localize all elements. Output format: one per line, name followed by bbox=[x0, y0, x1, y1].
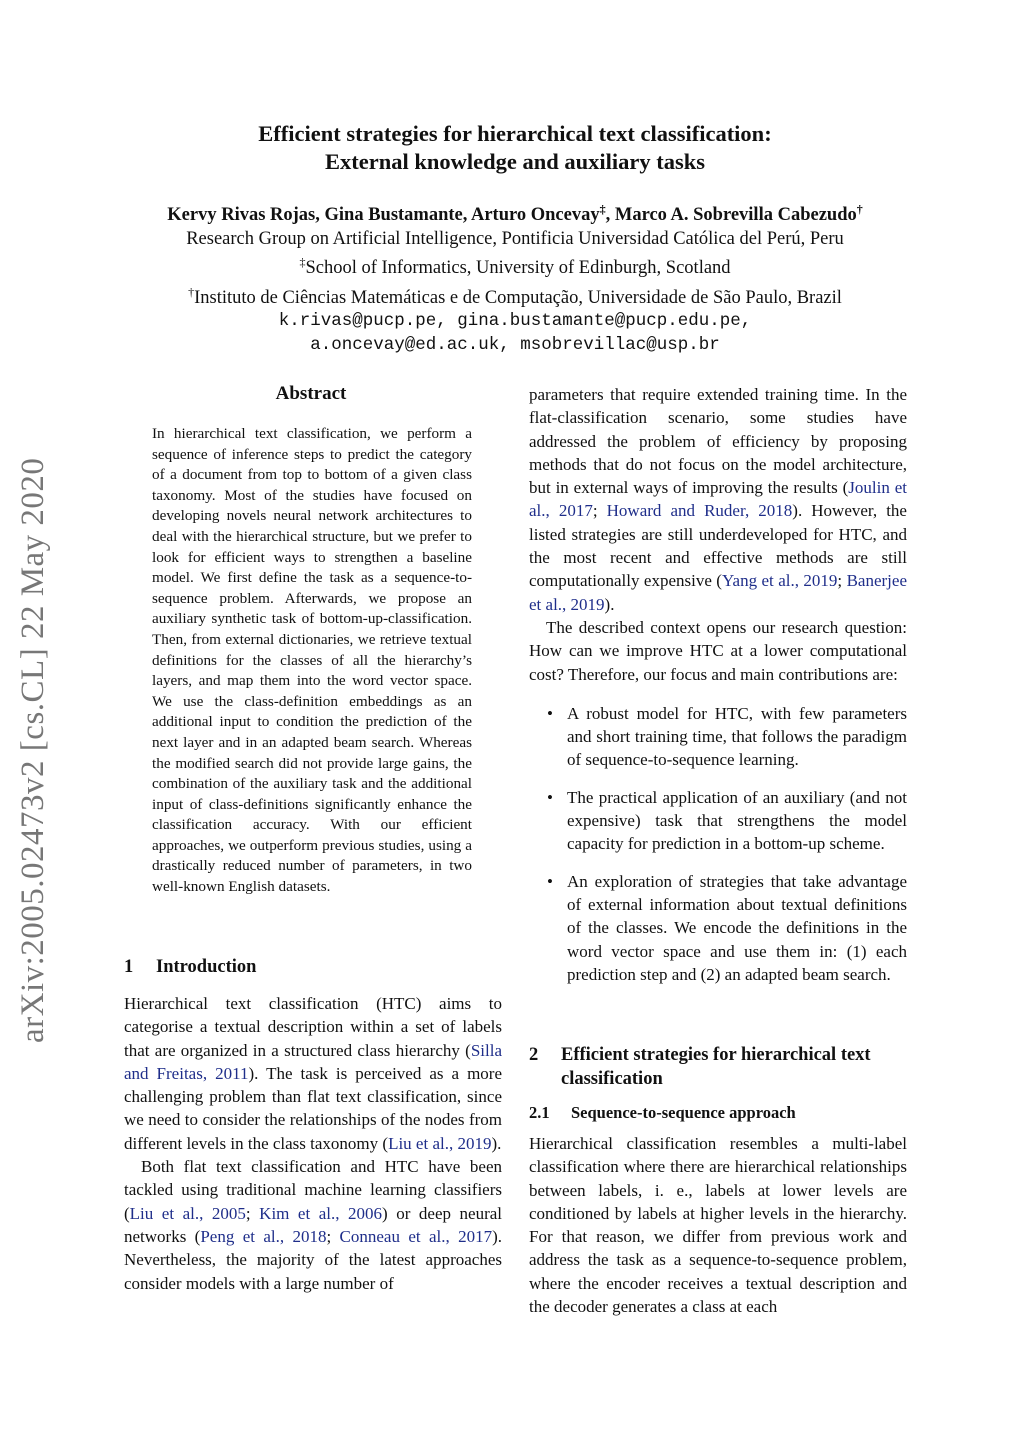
section-2-1-paragraph: Hierarchical classification resembles a multi-label classification where there are hierarchical relationships between labels, i. e., labels at lower levels are conditioned by labels at higher levels in the hierarchy. For that reason, we differ from previous work and address the task as a sequence-to-sequence problem, where the encoder receives a textual description and the decoder generates a class at each bbox=[529, 1134, 907, 1317]
subsection-2-1-title: Sequence-to-sequence approach bbox=[571, 1103, 796, 1122]
dagger-mark: † bbox=[856, 202, 863, 216]
intro-p2-text-b: ) or deep neural networks ( bbox=[124, 1203, 503, 1246]
citation-link[interactable]: Peng et al., 2018 bbox=[200, 1226, 327, 1246]
abstract-text: In hierarchical text classification, we perform a sequence of inference steps to predict the category of a document from top to bottom of a given class taxonomy. Most of the studies have focused on developing novels neural network architectures to deal with the hierarchical structure, but we prefer to look for efficient ways to strengthen a baseline model. We first define the task as a sequence-to-sequence problem. Afterwards, we propose an auxiliary synthetic task of bottom-up-classification. Then, from external dictionaries, we retrieve textual definitions for the classes of all the hierarchy’s layers, and map them into the word vector space. We use the class-definition embeddings as an additional input to condition the prediction of the next layer and in an adapted beam search. Whereas the modified search did not provide large gains, the combination of the auxiliary task and the additional input of class-definitions significantly enhance the classification accuracy. With our efficient approaches, we outperform previous studies, using a drastically reduced number of parameters, in two well-known English datasets. bbox=[152, 425, 472, 896]
intro-p1-text-a: Hierarchical text classification (HTC) aims to categorise a textual description within a set of labels that are organized in a structured class hierarchy ( bbox=[124, 994, 502, 1060]
ddagger-mark: ‡ bbox=[599, 202, 606, 216]
intro-p1-text-c: ). bbox=[491, 1133, 502, 1153]
right-p1-text-a: parameters that require extended training time. In the flat-classification scenario, some studies have addressed the problem of efficiency by proposing methods that do not focus on the model architecture, but in external ways of improving the results ( bbox=[529, 385, 907, 498]
author-block bbox=[120, 198, 910, 357]
citation-link[interactable]: Banerjee et al., 2019 bbox=[529, 571, 907, 614]
right-p1-text-b: ). However, the listed strategies are still underdeveloped for HTC, and the most recent and effective methods are still computationally expensive ( bbox=[529, 501, 907, 591]
title-line-2: External knowledge and auxiliary tasks bbox=[324, 149, 706, 174]
intro-paragraph-2 bbox=[124, 1155, 502, 1295]
citation-link[interactable]: Liu et al., 2005 bbox=[129, 1203, 246, 1223]
citation-separator: ; bbox=[245, 1203, 260, 1223]
intro-heading bbox=[124, 955, 256, 979]
abstract-heading: Abstract bbox=[275, 383, 347, 404]
list-item: • A robust model for HTC, with few parameters and short training time, that follows the paradigm of sequence-to-sequence learning. bbox=[529, 702, 907, 772]
section-2-1-body bbox=[529, 1132, 907, 1318]
author-names bbox=[120, 198, 910, 228]
section-2-heading bbox=[529, 1043, 907, 1091]
citation-link[interactable]: Joulin et al., 2017 bbox=[529, 478, 907, 521]
intro-paragraph-1 bbox=[124, 992, 502, 1155]
citation-separator: ; bbox=[837, 571, 847, 591]
intro-p1-text-b: ). The task is perceived as a more challenging problem than flat text classification, since we need to consider the relationships of the nodes from different levels in the class taxonomy ( bbox=[124, 1063, 503, 1153]
citation-link[interactable]: Yang et al., 2019 bbox=[721, 571, 838, 591]
citation-link[interactable]: Kim et al., 2006 bbox=[259, 1203, 383, 1223]
right-column-body bbox=[529, 383, 907, 1000]
emails-line-1: k.rivas@pucp.pe, gina.bustamante@pucp.edu.pe, bbox=[278, 311, 752, 332]
author-names-part2: , Marco A. Sobrevilla Cabezudo bbox=[605, 205, 857, 226]
subsection-2-1-heading bbox=[529, 1103, 796, 1123]
author-names-part1: Kervy Rivas Rojas, Gina Bustamante, Arturo Oncevay bbox=[167, 205, 600, 226]
list-item: • An exploration of strategies that take advantage of external information about textual definitions of the classes. We encode the definitions in the word vector space and use them in: (1) each prediction step and (2) an adapted beam search. bbox=[529, 870, 907, 986]
subsection-2-1-number: 2.1 bbox=[529, 1103, 550, 1122]
section-2-title: Efficient strategies for hierarchical text classification bbox=[561, 1045, 871, 1089]
citation-link[interactable]: Liu et al., 2019 bbox=[388, 1133, 492, 1153]
affiliation-2-line bbox=[120, 251, 910, 281]
citation-separator: ; bbox=[326, 1226, 340, 1246]
right-p1-text-c: ). bbox=[604, 594, 615, 614]
section-2-number: 2 bbox=[529, 1045, 539, 1065]
list-item: • The practical application of an auxiliary (and not expensive) task that strengthens the model capacity for prediction in a bottom-up scheme. bbox=[529, 786, 907, 856]
intro-p2-text-c: ). Nevertheless, the majority of the latest approaches consider models with a large number of bbox=[124, 1226, 503, 1293]
intro-body bbox=[124, 992, 502, 1295]
affiliation-2: School of Informatics, University of Edinburgh, Scotland bbox=[305, 258, 731, 279]
title-line-1: Efficient strategies for hierarchical text classification: bbox=[258, 121, 772, 146]
arxiv-identifier: arXiv:2005.02473v2 [cs.CL] 22 May 2020 bbox=[15, 457, 51, 1043]
citation-link[interactable]: Silla and Freitas, 2011 bbox=[124, 1040, 502, 1083]
affiliation-1: Research Group on Artificial Intelligence, Pontificia Universidad Católica del Perú, Peru bbox=[186, 228, 844, 249]
affiliation-3-mark: † bbox=[188, 284, 195, 299]
citation-link[interactable]: Conneau et al., 2017 bbox=[339, 1226, 493, 1246]
emails-line-2: a.oncevay@ed.ac.uk, msobrevillac@usp.br bbox=[310, 334, 720, 355]
citation-separator: ; bbox=[592, 501, 607, 521]
affiliation-2-mark: ‡ bbox=[299, 255, 306, 270]
contributions-list bbox=[529, 702, 907, 986]
citation-link[interactable]: Howard and Ruder, 2018 bbox=[606, 501, 793, 521]
right-paragraph-2: The described context opens our research question: How can we improve HTC at a lower computational cost? Therefore, our focus and main contributions are: bbox=[529, 617, 907, 684]
affiliation-3: Instituto de Ciências Matemáticas e de Computação, Universidade de São Paulo, Brazil bbox=[194, 287, 842, 308]
intro-number: 1 bbox=[124, 957, 134, 977]
right-paragraph-1 bbox=[529, 383, 907, 616]
intro-title: Introduction bbox=[156, 957, 257, 977]
intro-p2-text-a: Both flat text classification and HTC have been tackled using traditional machine learning classifiers ( bbox=[124, 1157, 502, 1223]
affiliation-3-line bbox=[120, 281, 910, 311]
paper-title bbox=[120, 120, 910, 176]
